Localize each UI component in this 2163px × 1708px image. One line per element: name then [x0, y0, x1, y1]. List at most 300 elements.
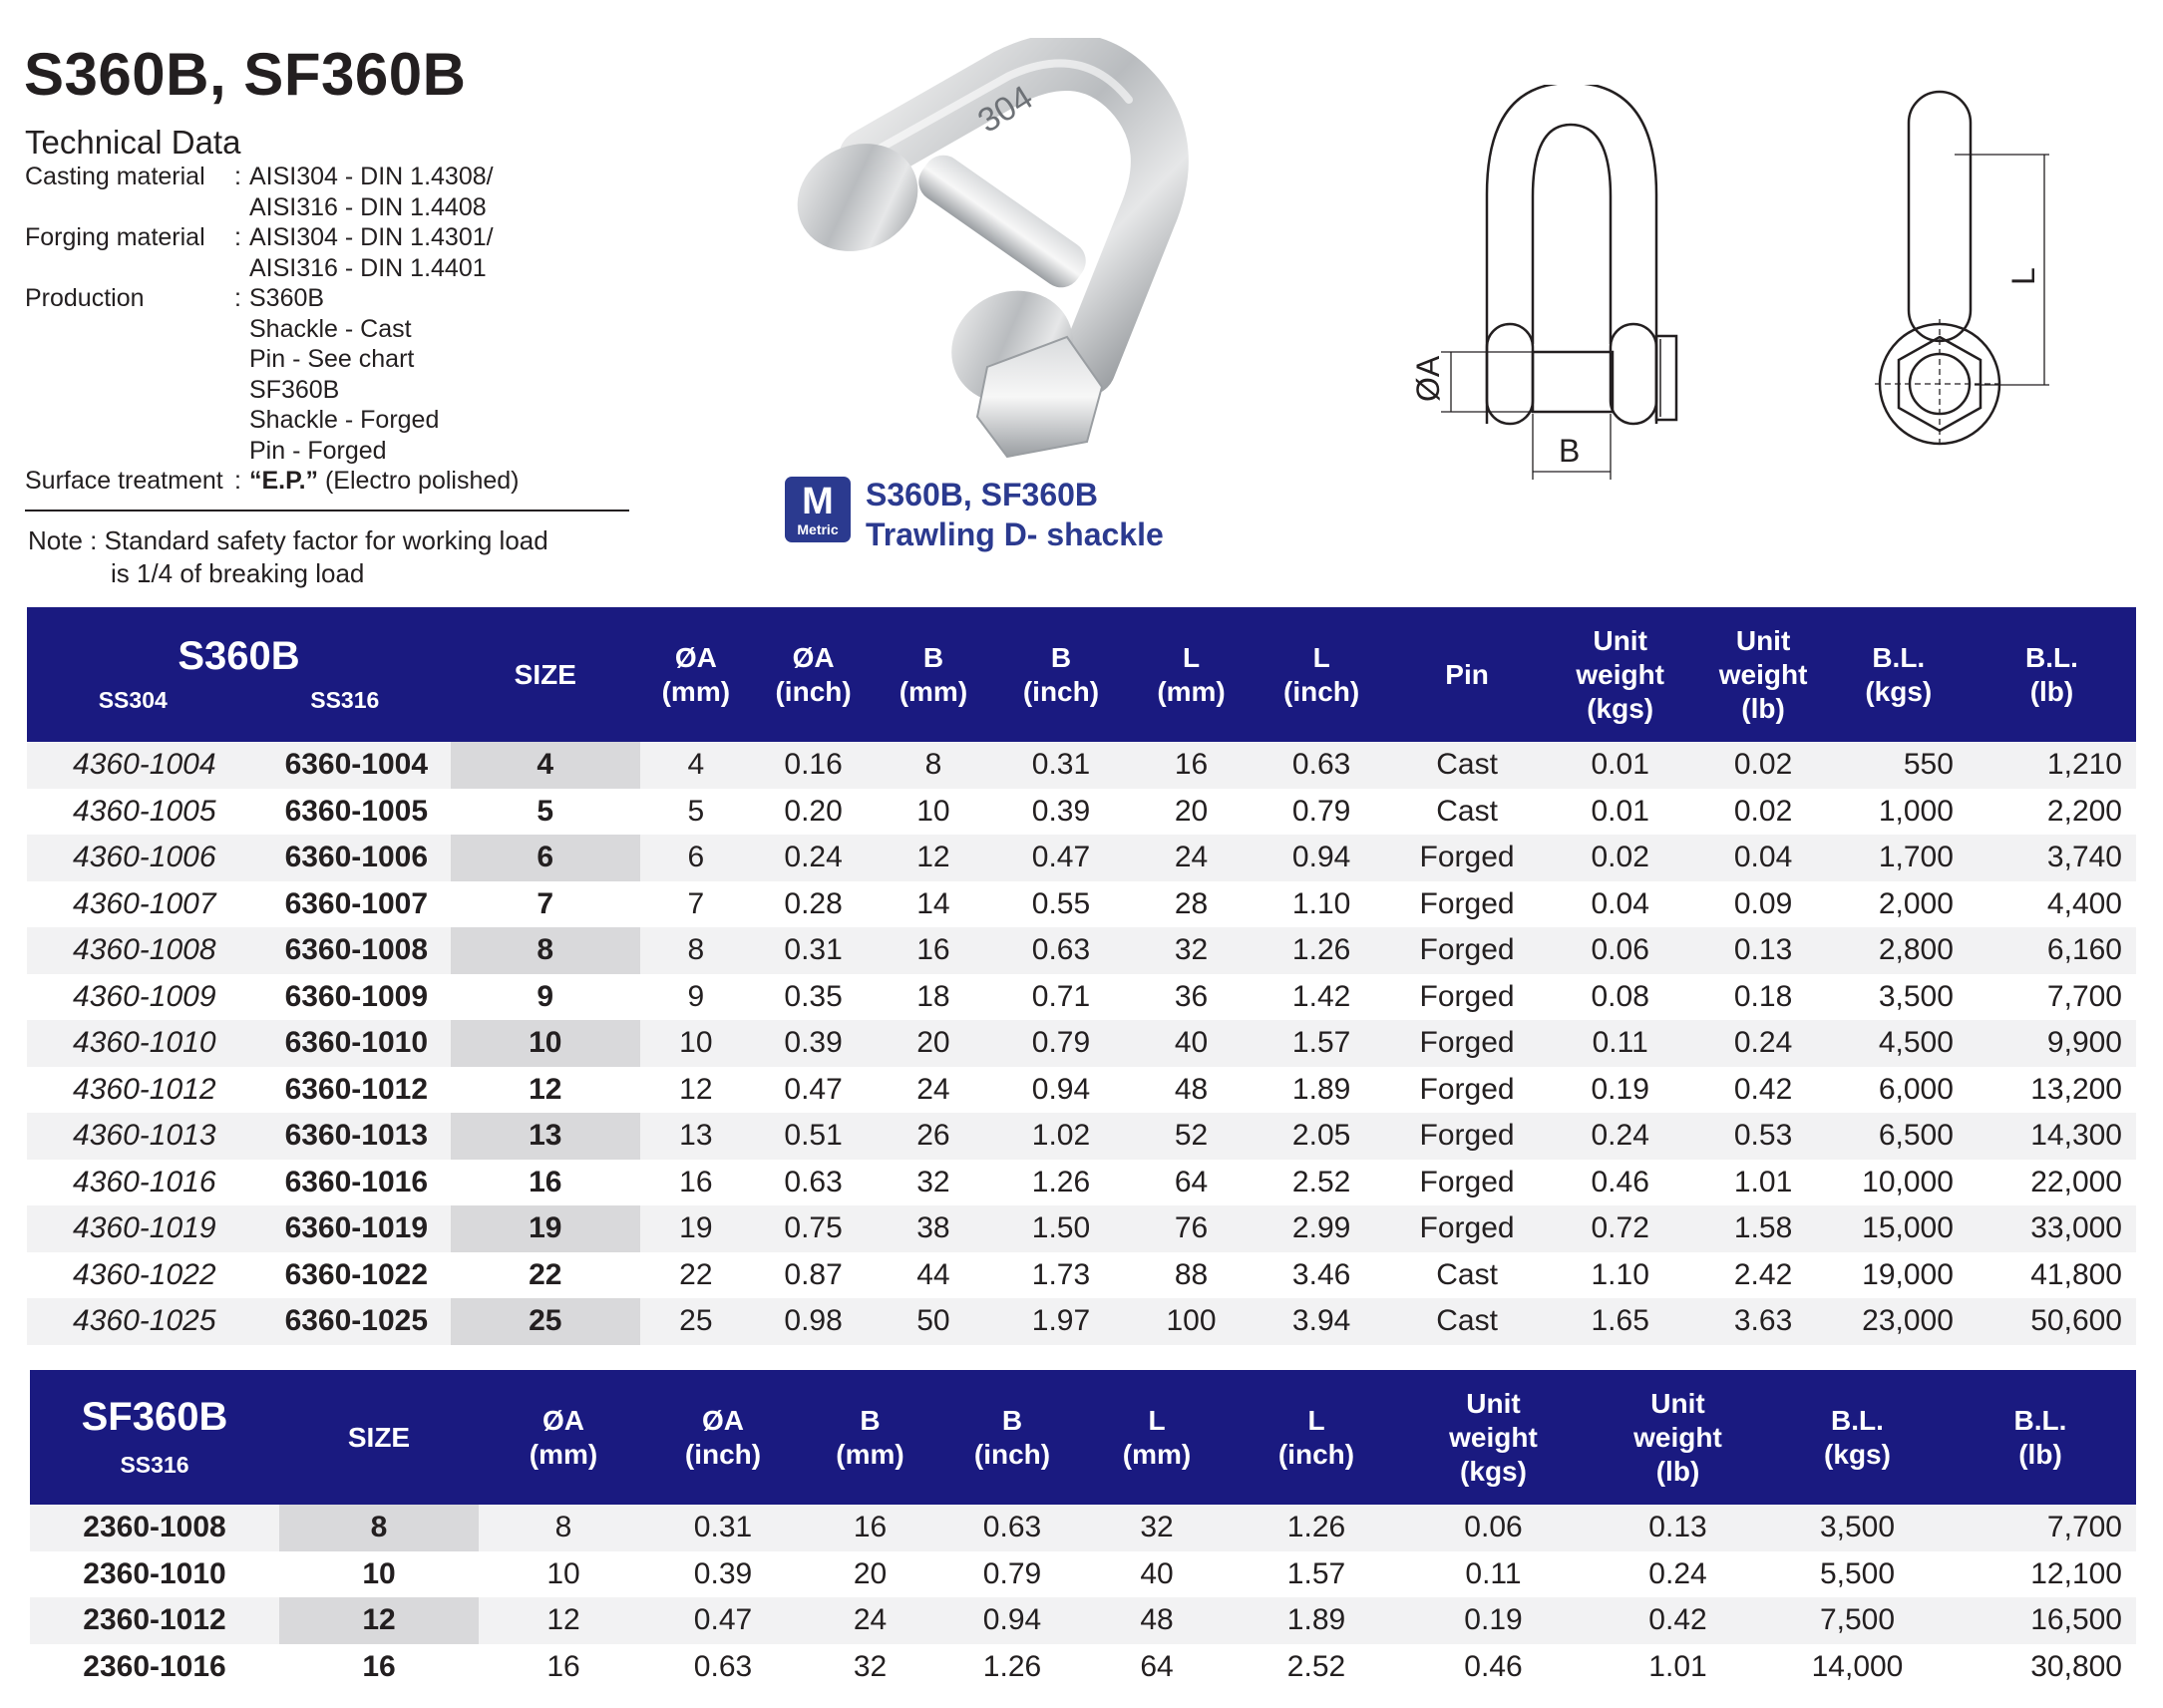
table-cell: 50	[875, 1298, 992, 1345]
table-cell: 0.87	[752, 1252, 875, 1299]
table-cell: 20	[798, 1551, 942, 1598]
table-cell: 4360-1022	[27, 1252, 262, 1299]
spec-values	[249, 283, 643, 466]
table-cell: 1.01	[1697, 1160, 1830, 1206]
table-cell: 14,300	[1968, 1113, 2136, 1160]
table-cell: 0.46	[1401, 1644, 1586, 1691]
caption-line: Trawling D- shackle	[866, 516, 1164, 552]
table-cell: 30,800	[1945, 1644, 2136, 1691]
table-cell: 22	[451, 1252, 639, 1299]
table-cell: 4	[451, 742, 639, 789]
spec-colon: :	[234, 284, 241, 312]
table-cell: 0.01	[1544, 742, 1697, 789]
table-row	[27, 974, 2136, 1021]
table-cell: 0.39	[992, 789, 1130, 836]
header-cell	[279, 1370, 479, 1505]
table-cell: 6360-1004	[262, 742, 451, 789]
table-cell: 4360-1009	[27, 974, 262, 1021]
table-cell: Forged	[1390, 835, 1544, 881]
table-cell: 0.72	[1544, 1205, 1697, 1252]
pin-body	[1533, 352, 1613, 412]
table-cell: 0.63	[992, 927, 1130, 974]
table-cell: 7	[640, 881, 753, 928]
table-cell: 9	[451, 974, 639, 1021]
header-label: Unit	[1650, 1387, 1705, 1419]
table-cell: 0.39	[648, 1551, 798, 1598]
table-cell: 0.31	[752, 927, 875, 974]
table-cell: 10	[451, 1020, 639, 1067]
bow-inner	[1533, 125, 1611, 344]
table-cell: 23,000	[1830, 1298, 1968, 1345]
table-cell: 19,000	[1830, 1252, 1968, 1299]
header-label: weight	[1449, 1421, 1538, 1453]
table-cell: 0.06	[1544, 927, 1697, 974]
table-cell: 0.94	[992, 1067, 1130, 1114]
group-title-cell	[27, 607, 451, 742]
header-label: L	[1182, 641, 1201, 673]
table-cell: 0.11	[1401, 1551, 1586, 1598]
s360b-table	[27, 607, 2136, 1345]
table-cell: 0.20	[752, 789, 875, 836]
table-cell: 0.75	[752, 1205, 875, 1252]
table-cell: 13	[451, 1113, 639, 1160]
table-cell: 2.05	[1253, 1113, 1390, 1160]
table-cell: 16	[798, 1505, 942, 1551]
table-cell: 6360-1013	[262, 1113, 451, 1160]
table-row	[27, 1298, 2136, 1345]
table-cell: 14	[875, 881, 992, 928]
header-label: (kgs)	[1865, 675, 1933, 707]
table-cell: 100	[1130, 1298, 1253, 1345]
table-cell: 2,800	[1830, 927, 1968, 974]
table-cell: 6360-1022	[262, 1252, 451, 1299]
header-cell	[875, 607, 992, 742]
table-cell: Forged	[1390, 1205, 1544, 1252]
table-cell: 2.99	[1253, 1205, 1390, 1252]
table-cell: Forged	[1390, 927, 1544, 974]
table-cell: 4360-1012	[27, 1067, 262, 1114]
spec-colon: :	[234, 163, 241, 190]
table-cell: 3,500	[1830, 974, 1968, 1021]
caption-line: S360B, SF360B	[866, 477, 1099, 512]
table-cell: 33,000	[1968, 1205, 2136, 1252]
header-label: (mm)	[899, 675, 968, 707]
side-view-drawing	[1875, 90, 2074, 449]
divider	[25, 510, 629, 512]
header-label: B.L.	[1872, 641, 1926, 673]
table-cell: 12	[640, 1067, 753, 1114]
table-cell: Forged	[1390, 1113, 1544, 1160]
ss316-label: SS316	[310, 686, 380, 713]
table-cell: 1.26	[1232, 1505, 1401, 1551]
table-cell: 4360-1007	[27, 881, 262, 928]
header-label: B.L.	[2013, 1404, 2067, 1436]
table-cell: 12	[279, 1597, 479, 1644]
table-cell: 20	[875, 1020, 992, 1067]
header-label: (inch)	[973, 1438, 1051, 1470]
table-cell: 32	[798, 1644, 942, 1691]
header-label: L	[1312, 641, 1330, 673]
header-label: (inch)	[1277, 1438, 1355, 1470]
table-cell: 0.18	[1697, 974, 1830, 1021]
table-cell: 4360-1019	[27, 1205, 262, 1252]
table-cell: 12	[451, 1067, 639, 1114]
header-label: Pin	[1445, 658, 1489, 690]
table-cell: 3.63	[1697, 1298, 1830, 1345]
table-cell: Cast	[1390, 1298, 1544, 1345]
table-row	[27, 742, 2136, 789]
group-title: SF360B	[81, 1394, 228, 1439]
table-cell: Cast	[1390, 789, 1544, 836]
header-label: (mm)	[836, 1438, 904, 1470]
table-cell: 6360-1025	[262, 1298, 451, 1345]
table-cell: 0.13	[1697, 927, 1830, 974]
table-cell: 1.26	[942, 1644, 1082, 1691]
table-cell: 4,500	[1830, 1020, 1968, 1067]
table-cell: 1.10	[1544, 1252, 1697, 1299]
header-cell	[1945, 1370, 2136, 1505]
table-cell: 0.02	[1544, 835, 1697, 881]
table-cell: 4360-1004	[27, 742, 262, 789]
header-label: (mm)	[661, 675, 731, 707]
sf360b-table-body	[30, 1505, 2136, 1690]
spec-row-casting	[25, 162, 643, 222]
spec-colon: :	[234, 467, 241, 495]
sf360b-table	[30, 1370, 2136, 1690]
table-cell: 1.89	[1253, 1067, 1390, 1114]
table-cell: 0.63	[648, 1644, 798, 1691]
table-cell: 1.10	[1253, 881, 1390, 928]
table-cell: 3.46	[1253, 1252, 1390, 1299]
table-cell: 0.71	[992, 974, 1130, 1021]
pin-head	[1656, 336, 1676, 420]
table-cell: 0.24	[1586, 1551, 1770, 1598]
header-label: Unit	[1466, 1387, 1521, 1419]
metric-badge	[785, 477, 851, 542]
spec-value: Pin - See chart	[249, 345, 415, 373]
table-cell: 550	[1830, 742, 1968, 789]
spec-value: SF360B	[249, 375, 340, 404]
table-cell: 24	[798, 1597, 942, 1644]
table-cell: 0.79	[992, 1020, 1130, 1067]
table-cell: 1.57	[1232, 1551, 1401, 1598]
table-row	[30, 1597, 2136, 1644]
table-cell: 0.42	[1586, 1597, 1770, 1644]
table-cell: 32	[1130, 927, 1253, 974]
header-label: (mm)	[529, 1438, 598, 1470]
table-cell: 6360-1019	[262, 1205, 451, 1252]
table-cell: 32	[1082, 1505, 1232, 1551]
table-cell: 16	[1130, 742, 1253, 789]
table-cell: 1.73	[992, 1252, 1130, 1299]
table-cell: 4360-1010	[27, 1020, 262, 1067]
header-label: (mm)	[1157, 675, 1226, 707]
table-cell: 6360-1012	[262, 1067, 451, 1114]
table-cell: 6360-1007	[262, 881, 451, 928]
spec-row-forging	[25, 222, 643, 283]
dim-label-a: ØA	[1410, 355, 1446, 402]
spec-value: AISI304 - DIN 1.4301/	[249, 223, 494, 251]
table-cell: 0.94	[942, 1597, 1082, 1644]
table-cell: 5,500	[1770, 1551, 1945, 1598]
header-cell	[1830, 607, 1968, 742]
header-cell	[479, 1370, 648, 1505]
spec-label: Production	[25, 284, 145, 312]
spec-values	[249, 222, 643, 283]
table-cell: 20	[1130, 789, 1253, 836]
header-label: (kgs)	[1824, 1438, 1891, 1470]
table-cell: 2,000	[1830, 881, 1968, 928]
table-cell: 7,500	[1770, 1597, 1945, 1644]
table-cell: 5	[451, 789, 639, 836]
table-cell: 3,500	[1770, 1505, 1945, 1551]
table-cell: 0.39	[752, 1020, 875, 1067]
header-cell	[942, 1370, 1082, 1505]
table-row	[27, 1160, 2136, 1206]
table-cell: 12,100	[1945, 1551, 2136, 1598]
table-cell: 14,000	[1770, 1644, 1945, 1691]
table-cell: 10	[640, 1020, 753, 1067]
table-cell: 8	[875, 742, 992, 789]
table-cell: 0.02	[1697, 742, 1830, 789]
table-cell: 2,200	[1968, 789, 2136, 836]
table-cell: 1,210	[1968, 742, 2136, 789]
header-label: (inch)	[684, 1438, 762, 1470]
table-row	[27, 789, 2136, 836]
table-cell: 0.47	[752, 1067, 875, 1114]
table-cell: Forged	[1390, 974, 1544, 1021]
product-caption	[866, 475, 1164, 554]
table-cell: 1.01	[1586, 1644, 1770, 1691]
table-cell: 24	[1130, 835, 1253, 881]
table-cell: 4,400	[1968, 881, 2136, 928]
table-cell: 6,500	[1830, 1113, 1968, 1160]
bow-outer	[1487, 85, 1656, 424]
s360b-table-body	[27, 742, 2136, 1345]
spec-values	[249, 162, 643, 222]
table-cell: 4360-1008	[27, 927, 262, 974]
table-cell: 64	[1082, 1644, 1232, 1691]
table-cell: 2360-1008	[30, 1505, 279, 1551]
table-cell: 2360-1010	[30, 1551, 279, 1598]
table-cell: 64	[1130, 1160, 1253, 1206]
header-label: (lb)	[2029, 675, 2074, 707]
spec-colon: :	[234, 223, 241, 251]
table-cell: 25	[640, 1298, 753, 1345]
table-row	[27, 927, 2136, 974]
table-cell: 4360-1016	[27, 1160, 262, 1206]
header-cell	[992, 607, 1130, 742]
table-cell: 1.26	[992, 1160, 1130, 1206]
header-label: B	[1001, 1404, 1023, 1436]
table-row	[30, 1644, 2136, 1691]
table-cell: 16	[875, 927, 992, 974]
header-label: ØA	[792, 641, 835, 673]
table-cell: 1,000	[1830, 789, 1968, 836]
table-cell: 7,700	[1945, 1505, 2136, 1551]
table-cell: 0.63	[752, 1160, 875, 1206]
table-cell: 10,000	[1830, 1160, 1968, 1206]
table-cell: 13	[640, 1113, 753, 1160]
table-cell: 50,600	[1968, 1298, 2136, 1345]
header-cell	[640, 607, 753, 742]
table-cell: Cast	[1390, 1252, 1544, 1299]
spec-label: Casting material	[25, 163, 205, 190]
spec-label: Surface treatment	[25, 467, 223, 495]
spec-value: AISI304 - DIN 1.4308/	[249, 163, 494, 190]
spec-value: AISI316 - DIN 1.4401	[249, 253, 487, 282]
table-cell: 28	[1130, 881, 1253, 928]
table-cell: 4360-1005	[27, 789, 262, 836]
table-cell: 13,200	[1968, 1067, 2136, 1114]
header-cell	[1770, 1370, 1945, 1505]
table-cell: 16	[451, 1160, 639, 1206]
table-cell: 6360-1016	[262, 1160, 451, 1206]
table-cell: 9	[640, 974, 753, 1021]
table-row	[30, 1551, 2136, 1598]
table-cell: 0.42	[1697, 1067, 1830, 1114]
header-label: B	[860, 1404, 881, 1436]
surface-treatment-code: “E.P.”	[249, 467, 319, 495]
table-cell: 10	[875, 789, 992, 836]
header-label: ØA	[674, 641, 717, 673]
header-label: B	[922, 641, 944, 673]
table-cell: 12	[875, 835, 992, 881]
table-cell: 76	[1130, 1205, 1253, 1252]
header-cell	[752, 607, 875, 742]
table-cell: 6	[451, 835, 639, 881]
header-label: SIZE	[514, 658, 576, 690]
table-cell: 0.28	[752, 881, 875, 928]
header-label: Unit	[1735, 624, 1791, 656]
table-row	[27, 1020, 2136, 1067]
technical-data-heading: Technical Data	[25, 124, 241, 161]
table-cell: 40	[1082, 1551, 1232, 1598]
table-cell: 0.31	[992, 742, 1130, 789]
table-row	[27, 835, 2136, 881]
technical-data-list	[25, 162, 643, 497]
table-cell: 5	[640, 789, 753, 836]
table-cell: Forged	[1390, 881, 1544, 928]
table-cell: 0.02	[1697, 789, 1830, 836]
header-cell	[1130, 607, 1253, 742]
table-cell: 1.26	[1253, 927, 1390, 974]
header-label: L	[1307, 1404, 1325, 1436]
table-cell: 52	[1130, 1113, 1253, 1160]
page-title: S360B, SF360B	[24, 41, 467, 108]
table-cell: 0.19	[1544, 1067, 1697, 1114]
table-cell: 0.53	[1697, 1113, 1830, 1160]
table-cell: 0.24	[1697, 1020, 1830, 1067]
header-label: (lb)	[2018, 1438, 2062, 1470]
table-cell: 2.52	[1232, 1644, 1401, 1691]
header-label: (lb)	[1655, 1455, 1700, 1487]
table-cell: 0.06	[1401, 1505, 1586, 1551]
header-cell	[1586, 1370, 1770, 1505]
table-cell: 0.09	[1697, 881, 1830, 928]
table-cell: 40	[1130, 1020, 1253, 1067]
table-cell: 6360-1005	[262, 789, 451, 836]
header-cell	[648, 1370, 798, 1505]
table-cell: 0.01	[1544, 789, 1697, 836]
table-cell: 32	[875, 1160, 992, 1206]
table-cell: 0.63	[1253, 742, 1390, 789]
table-cell: Forged	[1390, 1160, 1544, 1206]
header-cell	[1544, 607, 1697, 742]
table-cell: 44	[875, 1252, 992, 1299]
table-cell: 0.04	[1697, 835, 1830, 881]
safety-note	[28, 524, 548, 590]
ss316-label: SS316	[120, 1451, 189, 1478]
table-cell: 25	[451, 1298, 639, 1345]
header-row-top	[30, 1370, 2136, 1505]
table-cell: 6,160	[1968, 927, 2136, 974]
header-label: weight	[1633, 1421, 1722, 1453]
table-cell: 9,900	[1968, 1020, 2136, 1067]
spec-values	[249, 466, 643, 497]
table-cell: 48	[1082, 1597, 1232, 1644]
header-cell	[1253, 607, 1390, 742]
table-cell: 1.57	[1253, 1020, 1390, 1067]
table-cell: 0.51	[752, 1113, 875, 1160]
table-cell: 6360-1009	[262, 974, 451, 1021]
table-cell: 3,740	[1968, 835, 2136, 881]
table-cell: 0.46	[1544, 1160, 1697, 1206]
table-cell: 16,500	[1945, 1597, 2136, 1644]
table-cell: 6360-1008	[262, 927, 451, 974]
table-cell: 0.79	[942, 1551, 1082, 1598]
table-cell: 10	[479, 1551, 648, 1598]
table-cell: 19	[640, 1205, 753, 1252]
table-cell: Cast	[1390, 742, 1544, 789]
table-row	[27, 881, 2136, 928]
table-cell: 1.50	[992, 1205, 1130, 1252]
table-cell: 36	[1130, 974, 1253, 1021]
table-cell: 2360-1016	[30, 1644, 279, 1691]
eye-right	[1611, 324, 1656, 424]
table-cell: 22	[640, 1252, 753, 1299]
header-label: L	[1148, 1404, 1166, 1436]
table-cell: 16	[640, 1160, 753, 1206]
table-cell: 16	[279, 1644, 479, 1691]
header-cell	[451, 607, 639, 742]
table-cell: 15,000	[1830, 1205, 1968, 1252]
table-cell: 0.47	[648, 1597, 798, 1644]
table-cell: 8	[479, 1505, 648, 1551]
table-row	[27, 1252, 2136, 1299]
spec-value: Shackle - Cast	[249, 314, 412, 343]
header-label: weight	[1576, 658, 1665, 690]
group-title: S360B	[178, 633, 300, 678]
table-cell: 18	[875, 974, 992, 1021]
table-cell: 0.08	[1544, 974, 1697, 1021]
table-cell: 1.89	[1232, 1597, 1401, 1644]
table-cell: 88	[1130, 1252, 1253, 1299]
table-row	[27, 1113, 2136, 1160]
table-cell: 4360-1025	[27, 1298, 262, 1345]
table-cell: 2360-1012	[30, 1597, 279, 1644]
surface-treatment-desc: (Electro polished)	[318, 467, 520, 495]
dim-label-l: L	[2005, 267, 2041, 285]
header-label: ØA	[702, 1404, 744, 1436]
table-cell: 3.94	[1253, 1298, 1390, 1345]
table-cell: 19	[451, 1205, 639, 1252]
product-photo	[758, 38, 1227, 477]
table-cell: 6	[640, 835, 753, 881]
table-cell: 0.63	[942, 1505, 1082, 1551]
header-label: ØA	[542, 1404, 584, 1436]
table-cell: 0.11	[1544, 1020, 1697, 1067]
